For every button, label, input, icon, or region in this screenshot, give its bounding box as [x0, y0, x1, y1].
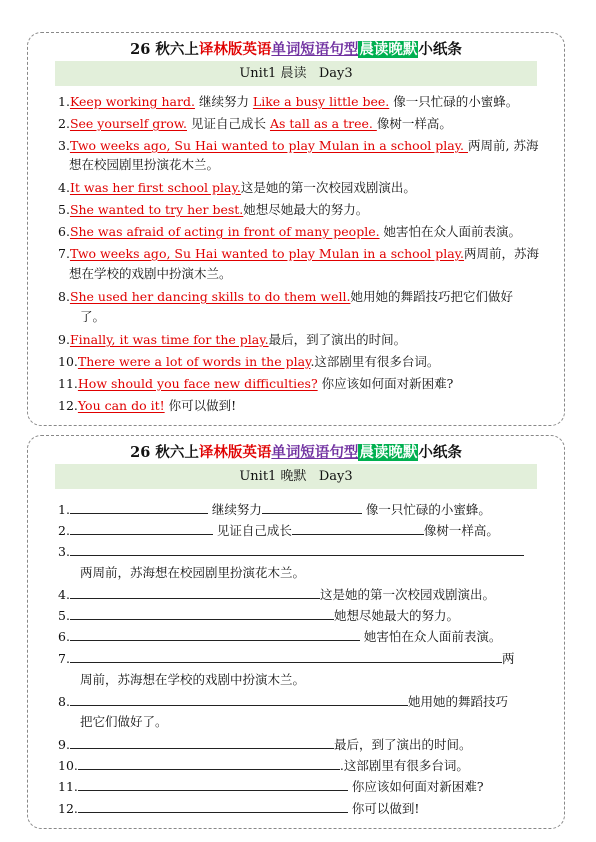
morning-item-3 [58, 138, 538, 154]
item-chinese: 最后，到了演出的时间。 [333, 737, 472, 752]
evening-item-10 [58, 757, 469, 774]
item-number: 5. [58, 202, 70, 217]
item-number: 9. [58, 332, 70, 347]
item-number: 10. [58, 758, 78, 773]
item-number: 10. [58, 354, 78, 369]
item-chinese: 她用她的舞蹈技巧把它们做好 [350, 289, 513, 304]
item-chinese-2: 像树一样高。 [423, 523, 499, 538]
morning-item-8-cont: 了。 [80, 309, 106, 324]
title-part1: 26 秋六上 [130, 41, 199, 58]
item-number: 8. [58, 289, 70, 304]
item-number: 7. [58, 246, 70, 261]
item-english: It was her first school play. [69, 180, 241, 195]
item-number: 11. [58, 376, 78, 391]
item-chinese-2: 像一只忙碌的小蜜蜂。 [361, 502, 491, 517]
item-chinese: 你可以做到! [347, 801, 420, 816]
title-part3: 单词短语句型 [271, 41, 359, 58]
item-chinese: 她害怕在众人面前表演。 [379, 224, 522, 239]
answer-blank[interactable] [70, 736, 334, 749]
evening-item-3 [58, 543, 524, 560]
item-number: 2. [58, 116, 70, 131]
item-number: 11. [58, 779, 78, 794]
morning-item-6 [58, 224, 521, 240]
item-english: How should you face new difficulties? [77, 376, 318, 391]
item-chinese: 她想尽她最大的努力。 [333, 608, 459, 623]
item-english: She used her dancing skills to do them well. [69, 289, 351, 304]
item-chinese: 继续努力 [207, 502, 262, 517]
answer-blank[interactable] [70, 501, 208, 514]
evening-item-6 [58, 628, 501, 645]
title-part5: 小纸条 [418, 444, 462, 461]
morning-item-3-cont: 想在校园剧里扮演花木兰。 [69, 157, 220, 172]
morning-item-9 [58, 332, 406, 348]
answer-blank[interactable] [262, 501, 362, 514]
item-chinese: 见证自己成长 [212, 523, 292, 538]
item-chinese: 见证自己成长 [187, 116, 270, 131]
item-english: Two weeks ago, Su Hai wanted to play Mulan in a school play. [69, 246, 465, 261]
morning-item-4 [58, 180, 416, 196]
morning-item-10 [58, 354, 439, 370]
item-english: Keep working hard. [69, 94, 195, 109]
item-english: Finally, it was time for the play. [69, 332, 269, 347]
morning-unit-bar: Unit1 晨读 Day3 [55, 61, 537, 86]
item-chinese: 她想尽她最大的努力。 [243, 202, 369, 217]
answer-blank[interactable] [70, 543, 524, 556]
title-part4: 晨读晚默 [359, 41, 418, 58]
item-chinese: 最后，到了演出的时间。 [268, 332, 407, 347]
evening-item-11 [58, 778, 484, 795]
answer-blank[interactable] [70, 650, 502, 663]
item-chinese: 你可以做到! [164, 398, 237, 413]
item-english: There were a lot of words in the play [77, 354, 311, 369]
item-english: Two weeks ago, Su Hai wanted to play Mulan in a school play. [69, 138, 468, 153]
morning-item-5 [58, 202, 368, 218]
morning-item-7 [58, 246, 539, 262]
evening-item-1 [58, 501, 491, 518]
item-number: 7. [58, 651, 70, 666]
item-number: 6. [58, 224, 70, 239]
item-chinese: .这部剧里有很多台词。 [339, 758, 469, 773]
evening-item-9 [58, 736, 471, 753]
item-chinese: 这是她的第一次校园戏剧演出。 [240, 180, 416, 195]
item-number: 9. [58, 737, 70, 752]
item-chinese: 她用她的舞蹈技巧 [407, 694, 508, 709]
item-english: See yourself grow. [69, 116, 187, 131]
item-english-2: Like a busy little bee. [252, 94, 390, 109]
evening-unit-bar: Unit1 晚默 Day3 [55, 464, 537, 489]
morning-item-12 [58, 398, 236, 414]
morning-title [28, 38, 564, 59]
answer-blank[interactable] [78, 757, 340, 770]
morning-item-8 [58, 289, 513, 305]
answer-blank[interactable] [292, 522, 424, 535]
evening-item-8-cont: 把它们做好了。 [80, 714, 168, 729]
item-number: 12. [58, 398, 78, 413]
evening-item-3-cont: 两周前，苏海想在校园剧里扮演花木兰。 [80, 565, 306, 580]
morning-item-2 [58, 116, 452, 132]
item-chinese: 两周前，苏海 [464, 246, 540, 261]
title-part2: 译林版英语 [198, 41, 272, 58]
title-part5: 小纸条 [418, 41, 462, 58]
item-english: She wanted to try her best. [69, 202, 244, 217]
answer-blank[interactable] [70, 586, 320, 599]
title-part4: 晨读晚默 [359, 444, 418, 461]
item-english-2: As tall as a tree. [269, 116, 377, 131]
evening-item-5 [58, 607, 459, 624]
item-number: 1. [58, 94, 70, 109]
evening-item-7-cont: 周前，苏海想在学校的戏剧中扮演木兰。 [80, 672, 306, 687]
item-chinese: 这是她的第一次校园戏剧演出。 [319, 587, 495, 602]
item-chinese: .这部剧里有很多台词。 [310, 354, 440, 369]
item-chinese-2: 像一只忙碌的小蜜蜂。 [389, 94, 519, 109]
morning-item-11 [58, 376, 453, 392]
item-number: 4. [58, 587, 70, 602]
item-number: 5. [58, 608, 70, 623]
morning-item-7-cont: 想在学校的戏剧中扮演木兰。 [69, 266, 232, 281]
item-number: 2. [58, 523, 70, 538]
answer-blank[interactable] [70, 693, 408, 706]
item-number: 3. [58, 544, 70, 559]
item-number: 4. [58, 180, 70, 195]
evening-item-7 [58, 650, 514, 667]
evening-title [28, 441, 564, 462]
item-chinese: 你应该如何面对新困难? [347, 779, 484, 794]
title-part1: 26 秋六上 [130, 444, 199, 461]
answer-blank[interactable] [78, 800, 348, 813]
item-chinese-2: 像树一样高。 [376, 116, 452, 131]
item-chinese: 两周前, 苏海 [468, 138, 539, 153]
title-part3: 单词短语句型 [271, 444, 359, 461]
answer-blank[interactable] [78, 778, 348, 791]
item-english: You can do it! [77, 398, 165, 413]
evening-card [27, 435, 565, 829]
evening-item-4 [58, 586, 495, 603]
item-number: 8. [58, 694, 70, 709]
item-english: She was afraid of acting in front of many people. [69, 224, 380, 239]
answer-blank[interactable] [70, 607, 334, 620]
answer-blank[interactable] [70, 522, 213, 535]
item-chinese: 你应该如何面对新困难? [317, 376, 454, 391]
item-number: 6. [58, 629, 70, 644]
item-number: 3. [58, 138, 70, 153]
morning-item-1 [58, 94, 518, 110]
morning-card [27, 32, 565, 426]
item-number: 12. [58, 801, 78, 816]
evening-item-12 [58, 800, 419, 817]
answer-blank[interactable] [70, 628, 360, 641]
item-chinese: 她害怕在众人面前表演。 [359, 629, 502, 644]
evening-item-8 [58, 693, 508, 710]
item-chinese: 继续努力 [194, 94, 253, 109]
item-number: 1. [58, 502, 70, 517]
title-part2: 译林版英语 [198, 444, 272, 461]
evening-item-2 [58, 522, 499, 539]
item-chinese: 两 [501, 651, 515, 666]
